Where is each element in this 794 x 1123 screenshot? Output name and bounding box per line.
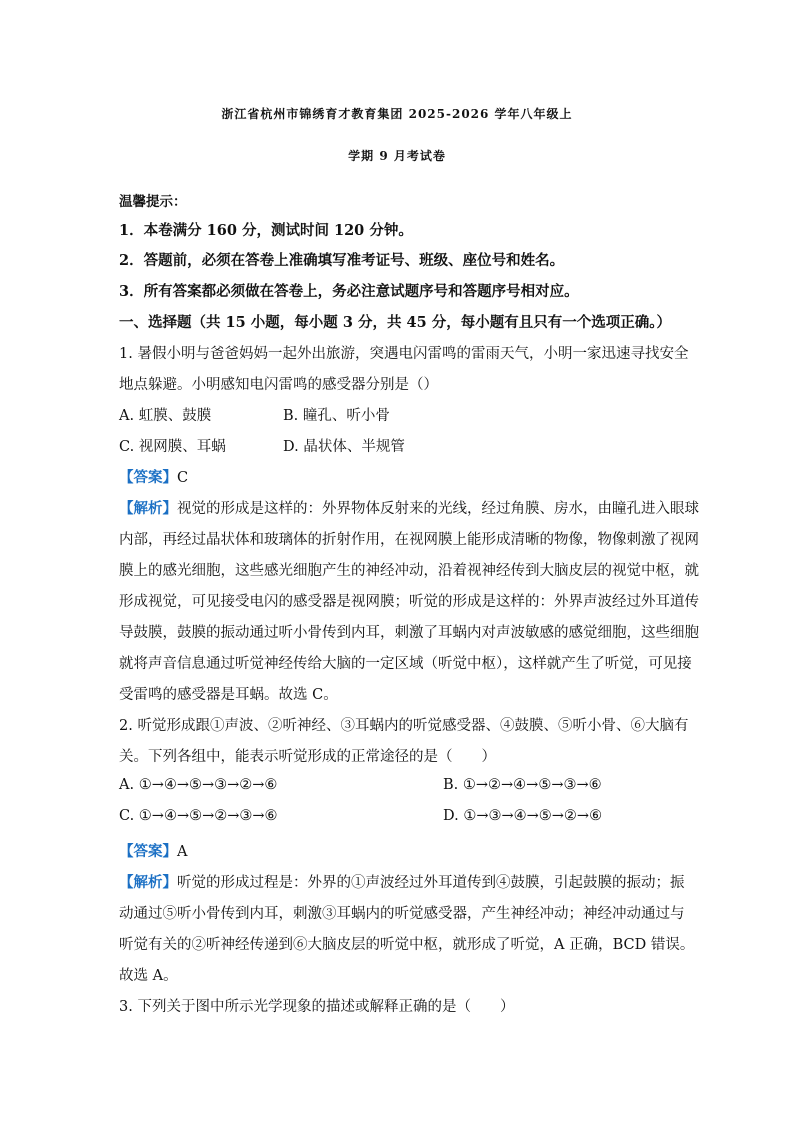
q1-stem-line1: 1. 暑假小明与爸爸妈妈一起外出旅游，突遇电闪雷鸣的雷雨天气，小明一家迅速寻找安全	[119, 346, 689, 362]
q3-stem-line1: 3. 下列关于图中所示光学现象的描述或解释正确的是（ ）	[119, 999, 515, 1015]
q2-analysis-line2: 动通过⑤听小骨传到内耳，刺激③耳蜗内的听觉感受器，产生神经冲动；神经冲动通过与	[119, 906, 685, 922]
q1-analysis-line3: 膜上的感光细胞，这些感光细胞产生的神经冲动，沿着视神经传到大脑皮层的视觉中枢，就	[119, 563, 699, 579]
q2-option-c: C. ①→④→⑤→②→③→⑥	[119, 808, 278, 824]
q1-option-a: A. 虹膜、鼓膜	[119, 408, 212, 424]
q2-option-d: D. ①→③→④→⑤→②→⑥	[443, 808, 603, 824]
q1-analysis-line2: 内部，再经过晶状体和玻璃体的折射作用，在视网膜上能形成清晰的物像，物像刺激了视网	[119, 532, 699, 548]
section-heading: 一、选择题（共 15 小题，每小题 3 分，共 45 分，每小题有且只有一个选项正确。）	[119, 314, 671, 331]
q1-option-d: D. 晶状体、半规管	[283, 439, 405, 455]
q1-option-c: C. 视网膜、耳蜗	[119, 439, 226, 455]
notice-item-3: 3．所有答案都必须做在答卷上，务必注意试题序号和答题序号相对应。	[119, 283, 579, 300]
q2-stem-line2: 关。下列各组中，能表示听觉形成的正常途径的是（ ）	[119, 749, 496, 765]
answer-tag: 【答案】	[119, 469, 177, 486]
q1-analysis-line1	[119, 497, 699, 518]
q2-analysis-line3: 听觉有关的②听神经传递到⑥大脑皮层的听觉中枢，就形成了听觉，A 正确，BCD 错误。	[119, 937, 695, 953]
exam-title-line1: 浙江省杭州市锦绣育才教育集团 2025-2026 学年八年级上	[221, 107, 573, 121]
q2-analysis-line1	[119, 871, 685, 892]
q2-analysis-line4: 故选 A。	[119, 968, 178, 984]
q1-analysis-line6: 就将声音信息通过听觉神经传给大脑的一定区域（听觉中枢），这样就产生了听觉，可见接	[119, 656, 692, 672]
notice-heading: 温馨提示：	[119, 194, 187, 210]
analysis-tag: 【解析】	[119, 874, 177, 891]
q2-stem-line1: 2. 听觉形成跟①声波、②听神经、③耳蜗内的听觉感受器、④鼓膜、⑤听小骨、⑥大脑有	[119, 718, 689, 734]
q2-option-b: B. ①→②→④→⑤→③→⑥	[443, 777, 602, 793]
notice-item-1: 1．本卷满分 160 分，测试时间 120 分钟。	[119, 222, 413, 239]
notice-item-2: 2．答题前，必须在答卷上准确填写准考证号、班级、座位号和姓名。	[119, 252, 565, 269]
q2-answer-value: A	[177, 844, 188, 860]
q1-answer	[119, 466, 188, 487]
q2-answer	[119, 840, 187, 861]
q1-analysis-line5: 导鼓膜，鼓膜的振动通过听小骨传到内耳，刺激了耳蜗内对声波敏感的感觉细胞，这些细胞	[119, 625, 699, 641]
answer-tag: 【答案】	[119, 843, 177, 860]
q1-stem-line2: 地点躲避。小明感知电闪雷鸣的感受器分别是（）	[119, 377, 438, 393]
q2-analysis-text: 听觉的形成过程是：外界的①声波经过外耳道传到④鼓膜，引起鼓膜的振动；振	[177, 875, 685, 891]
q1-analysis-line7: 受雷鸣的感受器是耳蜗。故选 C。	[119, 687, 338, 703]
q1-analysis-line4: 形成视觉，可见接受电闪的感受器是视网膜；听觉的形成是这样的：外界声波经过外耳道传	[119, 594, 699, 610]
q1-answer-value: C	[177, 470, 189, 486]
exam-title-line2: 学期 9 月考试卷	[348, 149, 446, 163]
analysis-tag: 【解析】	[119, 500, 177, 517]
q1-option-b: B. 瞳孔、听小骨	[283, 408, 390, 424]
q2-option-a: A. ①→④→⑤→③→②→⑥	[119, 777, 278, 793]
q1-analysis-text: 视觉的形成是这样的：外界物体反射来的光线，经过角膜、房水，由瞳孔进入眼球	[177, 501, 699, 517]
